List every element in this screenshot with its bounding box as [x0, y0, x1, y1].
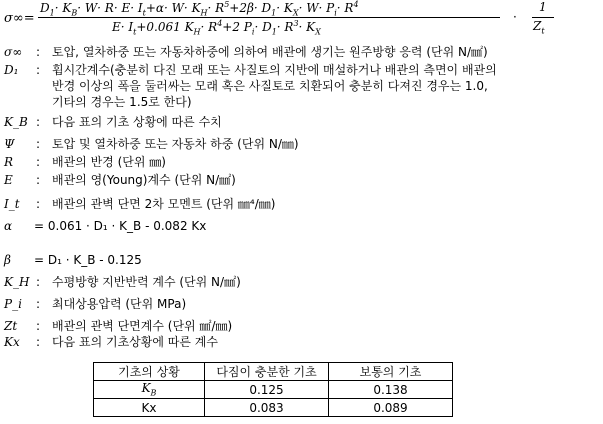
- table-cell: Kx: [94, 399, 205, 417]
- definition-text: = 0.061 · D₁ · K_B - 0.082 Kx: [34, 219, 207, 233]
- definition-symbol: β: [4, 253, 11, 267]
- definition-continuation: 기타의 경우는 1.5로 한다): [52, 95, 192, 109]
- table-cell: 0.083: [205, 399, 329, 417]
- formula-numerator: $D_1\cdot K_B\cdot W\cdot R\cdot E\cdot I_t+\alpha\cdot W\cdot K_H\cdot R^5+2\beta\cdot D_1\cdot K_X\cdot W\cdot P_i\cdot R^4$: [40, 0, 359, 18]
- definition-colon: :: [36, 335, 41, 349]
- definition-symbol: σ∞: [4, 45, 23, 59]
- definition-colon: :: [36, 137, 41, 151]
- definition-symbol: Zt: [4, 319, 18, 333]
- definition-text: 배관의 영(Young)계수 (단위 N/㎟): [52, 173, 236, 187]
- definition-symbol: I_t: [4, 197, 20, 211]
- definition-text: 최대상용압력 (단위 MPa): [52, 297, 187, 311]
- definition-colon: :: [36, 275, 41, 289]
- definition-colon: :: [36, 297, 41, 311]
- table-header-cell: 보통의 기초: [329, 363, 453, 381]
- table-row: [94, 381, 453, 399]
- definition-continuation: 반경 이상의 폭을 둘러싸는 모래 혹은 사질토로 치환되어 충분히 다져진 경우는 1.0,: [52, 79, 488, 93]
- stress-formula: [4, 0, 599, 46]
- table-header-cell: 다짐이 충분한 기초: [205, 363, 329, 381]
- fraction-bar-2: [532, 17, 554, 18]
- definition-symbol: K_H: [4, 275, 30, 289]
- table-cell: 0.125: [205, 381, 329, 399]
- definition-text: 배관의 반경 (단위 ㎜): [52, 155, 166, 169]
- formula-denominator: $E\cdot I_t+0.061$ $K_H\cdot R^4+2$ $P_i\cdot D_1\cdot R^3\cdot K_X$: [112, 19, 321, 37]
- definition-symbol: P_i: [4, 297, 22, 311]
- definition-symbol: R: [4, 155, 14, 169]
- table-header-cell: 기초의 상황: [94, 363, 205, 381]
- definition-text: 배관의 관벽 단면 2차 모멘트 (단위 ㎜⁴/㎜): [52, 197, 276, 211]
- table-cell-kb: $K_B$: [94, 381, 205, 399]
- definition-colon: :: [36, 319, 41, 333]
- definition-text: 휨시간계수(충분히 다진 모래 또는 사질토의 지반에 매설하거나 배관의 측면이 배관의: [52, 63, 497, 77]
- fraction-bar: [38, 17, 500, 18]
- definition-text: 토압, 열차하중 또는 자동차하중에 의하여 배관에 생기는 원주방향 응력 (단위 N/㎟): [52, 45, 488, 59]
- table-row: [94, 399, 453, 417]
- table-cell: 0.138: [329, 381, 453, 399]
- formula-multiply-dot: ·: [513, 10, 517, 24]
- foundation-coefficient-table: [93, 362, 453, 417]
- definition-symbol: K_B: [4, 115, 28, 129]
- definition-colon: :: [36, 197, 41, 211]
- formula-lhs: σ∞=: [4, 11, 35, 26]
- definition-symbol: D₁: [4, 63, 19, 77]
- definition-text: 수평방향 지반반력 계수 (단위 N/㎟): [52, 275, 241, 289]
- definition-text: 토압 및 열차하중 또는 자동차 하중 (단위 N/㎜): [52, 137, 299, 151]
- definition-colon: :: [36, 115, 41, 129]
- definition-text: 다음 표의 기초 상황에 따른 수치: [52, 115, 222, 129]
- definition-symbol: Kx: [4, 335, 20, 349]
- definition-text: 배관의 관벽 단면계수 (단위 ㎟/㎜): [52, 319, 233, 333]
- formula-zt: $Z_t$: [533, 19, 545, 36]
- definition-text: = D₁ · K_B - 0.125: [34, 253, 142, 267]
- definition-text: 다음 표의 기초상황에 따른 계수: [52, 335, 218, 349]
- definition-colon: :: [36, 155, 41, 169]
- table-cell: 0.089: [329, 399, 453, 417]
- table-header-row: [94, 363, 453, 381]
- definition-symbol: Ψ: [4, 137, 15, 151]
- definition-symbol: E: [4, 173, 13, 187]
- formula-one: 1: [539, 0, 547, 14]
- definition-colon: :: [36, 45, 41, 59]
- definition-colon: :: [36, 173, 41, 187]
- definition-symbol: α: [4, 219, 13, 233]
- definition-colon: :: [36, 63, 41, 77]
